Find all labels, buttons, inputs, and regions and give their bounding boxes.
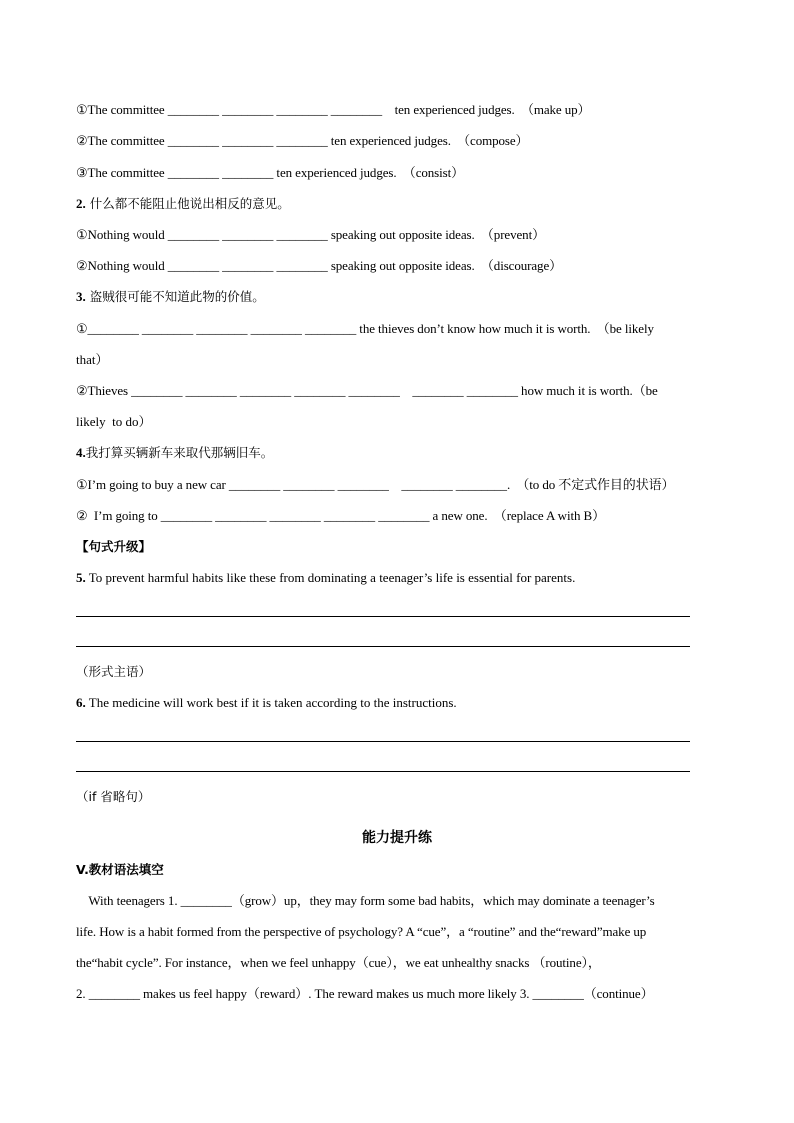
q2-number: 2. — [76, 196, 86, 211]
q3-line-1a: ①________ ________ ________ ________ ________ the thieves don’t know how much it is worth. （be likely — [76, 321, 654, 336]
q6-sentence: The medicine will work best if it is taken according to the instructions. — [85, 695, 457, 710]
q5-text — [76, 570, 575, 586]
q5-answer-line-1 — [76, 616, 690, 617]
q3-prompt-text: 盗贼很可能不知道此物的价值。 — [85, 289, 265, 304]
q4-prompt-text: 我打算买辆新车来取代那辆旧车。 — [85, 445, 274, 460]
q1-line-3: ③The committee ________ ________ ten experienced judges. （consist） — [76, 165, 465, 180]
upgrade-heading: 【句式升级】 — [76, 539, 152, 554]
q5-note: （形式主语） — [76, 664, 152, 679]
passage-line-1: With teenagers 1. ________（grow）up，they may form some bad habits，which may dominate a teenager’s — [76, 893, 655, 908]
q4-line-1: ①I’m going to buy a new car ________ ________ ________ ________ ________. （to do 不定式作目的状语） — [76, 477, 675, 492]
q3-line-2b: likely to do） — [76, 414, 152, 429]
q4-prompt — [76, 445, 273, 461]
q1-line-1: ①The committee ________ ________ ________ ________ ten experienced judges. （make up） — [76, 102, 591, 117]
q5-sentence: To prevent harmful habits like these from dominating a teenager’s life is essential for parents. — [85, 570, 576, 585]
q6-text — [76, 695, 457, 711]
q3-line-1b: that） — [76, 352, 109, 367]
passage-line-3: the“habit cycle”. For instance，when we feel unhappy（cue），we eat unhealthy snacks （routine）， — [76, 955, 601, 970]
q6-note: （if 省略句） — [76, 789, 151, 804]
q2-prompt — [76, 196, 290, 212]
passage-line-2: life. How is a habit formed from the perspective of psychology? A “cue”，a “routine” and the“reward”make up — [76, 924, 647, 939]
q3-line-2a: ②Thieves ________ ________ ________ ________ ________ ________ ________ how much it is worth.（be — [76, 383, 658, 398]
q1-line-2: ②The committee ________ ________ ________ ten experienced judges. （compose） — [76, 133, 529, 148]
part-v-heading: V.教材语法填空 — [76, 862, 164, 877]
q3-prompt — [76, 289, 265, 305]
passage-line-4: 2. ________ makes us feel happy（reward）. The reward makes us much more likely 3. ________（continue） — [76, 986, 654, 1001]
section-title: 能力提升练 — [362, 830, 432, 846]
q5-answer-line-2 — [76, 646, 690, 647]
q2-line-1: ①Nothing would ________ ________ ________ speaking out opposite ideas. （prevent） — [76, 227, 545, 242]
q3-number: 3. — [76, 289, 86, 304]
q4-line-2: ② I’m going to ________ ________ ________ ________ ________ a new one. （replace A with B） — [76, 508, 606, 523]
q4-number: 4. — [76, 445, 86, 460]
q6-answer-line-2 — [76, 771, 690, 772]
q2-prompt-text: 什么都不能阻止他说出相反的意见。 — [85, 196, 290, 211]
q6-answer-line-1 — [76, 741, 690, 742]
q6-number: 6. — [76, 695, 86, 710]
q2-line-2: ②Nothing would ________ ________ ________ speaking out opposite ideas. （discourage） — [76, 258, 563, 273]
q5-number: 5. — [76, 570, 86, 585]
